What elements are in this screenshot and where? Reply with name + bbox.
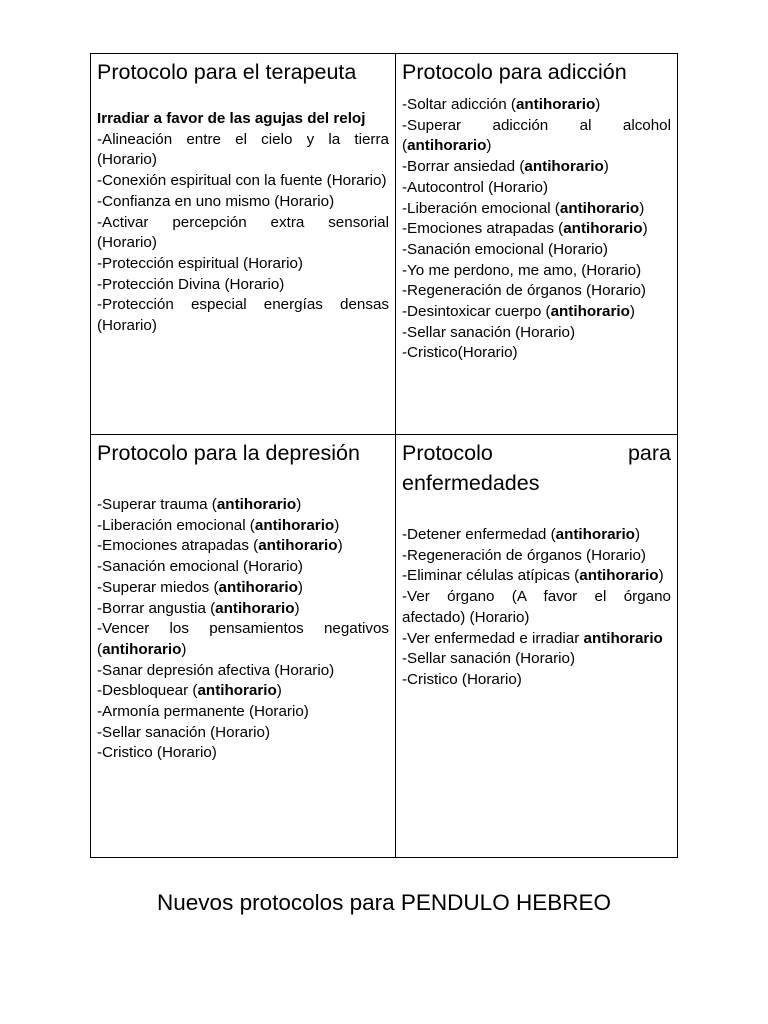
list-item: -Activar percepción extra sensorial (Horario) [97, 213, 389, 252]
item-list [402, 95, 671, 364]
item-text-end: ) [276, 682, 282, 700]
item-text: -Liberación emocional ( [97, 516, 255, 534]
item-text-end: ) [337, 537, 343, 555]
list-item: -Sanación emocional (Horario) [97, 558, 303, 576]
list-item: -Cristico (Horario) [97, 744, 217, 762]
direction-label: antihorario [102, 640, 182, 658]
list-item: -Confianza en uno mismo (Horario) [97, 192, 335, 210]
list-item: -Armonía permanente (Horario) [97, 703, 309, 721]
direction-label: antihorario [563, 220, 643, 238]
list-item [402, 629, 671, 650]
item-text: -Borrar ansiedad ( [402, 158, 525, 176]
list-item: -Regeneración de órganos (Horario) [402, 546, 646, 564]
list-item: -Protección espiritual (Horario) [97, 254, 303, 272]
list-item [402, 566, 671, 587]
item-text-end: ) [595, 96, 601, 113]
item-text: -Borrar angustia ( [97, 599, 216, 617]
item-text-end: ) [603, 158, 609, 176]
item-text-end: ) [658, 567, 664, 585]
list-item: -Autocontrol (Horario) [402, 178, 549, 196]
list-item: -Sanar depresión afectiva (Horario) [97, 661, 335, 679]
item-text-end: ) [634, 526, 641, 543]
item-text: -Detener enfermedad ( [402, 526, 556, 543]
direction-label: antihorario [579, 567, 659, 585]
item-text: -Emociones atrapadas ( [97, 537, 259, 555]
list-item: -Conexión espiritual con la fuente (Horario) [97, 172, 387, 190]
cell-title: Protocolo para enfermedades [402, 441, 671, 495]
item-list [402, 525, 671, 691]
list-item [97, 578, 389, 599]
list-item: -Yo me perdono, me amo, (Horario) [402, 261, 642, 279]
cell-enfermedades [396, 435, 678, 858]
item-text-end: ) [639, 199, 645, 217]
direction-label: antihorario [524, 158, 604, 176]
direction-label: antihorario [258, 537, 338, 555]
direction-label: antihorario [583, 629, 663, 647]
item-text-end: ) [296, 496, 302, 513]
list-item: -Regeneración de órganos (Horario) [402, 282, 646, 300]
list-item: -Protección Divina (Horario) [97, 275, 285, 293]
list-item: -Alineación entre el cielo y la tierra (Horario) [97, 130, 389, 169]
list-item [97, 619, 389, 660]
direction-label: antihorario [559, 199, 640, 217]
cell-adiccion [396, 54, 678, 435]
list-item: -Sellar sanación (Horario) [402, 650, 576, 668]
item-text-end: ) [642, 220, 648, 238]
cell-depresion [91, 435, 396, 858]
list-item [97, 681, 389, 702]
table-row [91, 54, 678, 435]
item-text: -Emociones atrapadas ( [402, 220, 564, 238]
direction-label: antihorario [218, 578, 298, 596]
cell-intro: Irradiar a favor de las agujas del reloj [97, 110, 366, 127]
list-item [97, 516, 389, 537]
list-item [402, 157, 671, 178]
cell-title: Protocolo para el terapeuta [97, 60, 357, 84]
list-item: -Cristico(Horario) [402, 344, 518, 362]
protocol-table [90, 53, 678, 858]
list-item [97, 536, 389, 557]
direction-label: antihorario [515, 96, 596, 113]
item-text: -Desintoxicar cuerpo ( [402, 303, 551, 321]
table-row [91, 435, 678, 858]
direction-label: antihorario [254, 516, 335, 534]
list-item [402, 525, 671, 546]
cell-terapeuta [91, 54, 396, 435]
item-text: -Superar trauma ( [97, 496, 217, 513]
list-item: -Cristico (Horario) [402, 670, 522, 688]
item-text: -Liberación emocional ( [402, 199, 560, 217]
list-item: -Ver órgano (A favor el órgano afectado) (Horario) [402, 588, 671, 626]
item-text: -Superar adicción al alcohol ( [402, 116, 671, 155]
direction-label: antihorario [555, 526, 635, 543]
list-item [402, 95, 671, 116]
list-item: -Sellar sanación (Horario) [97, 723, 271, 741]
item-text: -Eliminar células atípicas ( [402, 567, 580, 585]
direction-label: antihorario [215, 599, 295, 617]
list-item [402, 199, 671, 220]
page-caption: Nuevos protocolos para PENDULO HEBREO [157, 890, 611, 915]
item-text: -Superar miedos ( [97, 578, 219, 596]
item-text-end: ) [294, 599, 300, 617]
cell-title: Protocolo para adicción [402, 60, 627, 84]
direction-label: antihorario [550, 303, 630, 321]
item-text-end: ) [334, 516, 340, 534]
item-list [97, 130, 389, 337]
item-text-end: ) [486, 137, 492, 155]
direction-label: antihorario [197, 682, 277, 700]
item-text: -Ver enfermedad e irradiar [402, 629, 584, 647]
list-item [402, 219, 671, 240]
list-item [402, 302, 671, 323]
list-item [97, 495, 389, 516]
item-text: -Soltar adicción ( [402, 96, 516, 113]
cell-title: Protocolo para la depresión [97, 441, 360, 465]
list-item [402, 116, 671, 157]
list-item [97, 599, 389, 620]
item-text-end: ) [629, 303, 635, 321]
direction-label: antihorario [407, 137, 487, 155]
direction-label: antihorario [216, 496, 297, 513]
item-list [97, 495, 389, 764]
item-text: -Vencer los pensamientos negativos ( [97, 620, 389, 658]
item-text-end: ) [181, 640, 187, 658]
item-text-end: ) [297, 578, 303, 596]
list-item: -Sellar sanación (Horario) [402, 323, 576, 341]
item-text: -Desbloquear ( [97, 682, 198, 700]
list-item: -Protección especial energías densas (Horario) [97, 296, 389, 335]
list-item: -Sanación emocional (Horario) [402, 240, 608, 258]
